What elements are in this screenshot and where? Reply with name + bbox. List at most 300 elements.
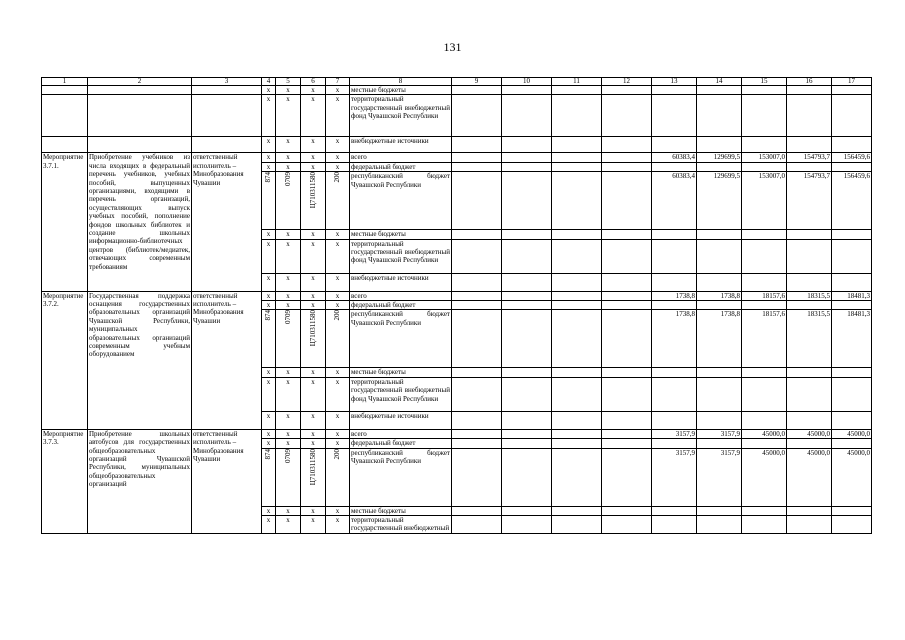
empty-cell — [552, 368, 602, 377]
x-cell: x — [301, 95, 326, 137]
x-cell: x — [276, 377, 301, 411]
event-responsible: ответственный исполнитель – Минобразования Чувашии — [192, 429, 262, 533]
x-cell: x — [276, 439, 301, 448]
x-cell: x — [301, 239, 326, 273]
empty-cell — [552, 411, 602, 429]
value-cell: 1738,8 — [697, 310, 742, 368]
empty-cell — [652, 95, 697, 137]
empty-cell — [502, 506, 552, 515]
x-cell: x — [262, 230, 276, 239]
source-label: федеральный бюджет — [350, 162, 452, 171]
value-cell — [742, 516, 787, 534]
source-label: территориальный государственный внебюджетный — [350, 516, 452, 534]
value-cell — [742, 411, 787, 429]
empty-cell — [832, 95, 872, 137]
empty-cell — [552, 516, 602, 534]
x-cell: x — [301, 516, 326, 534]
event-name: Приобретение учебников из числа входящих в федеральный перечень учебников, учебных пособий, выпущенных организациями, входящими в перечень организаций, осуществляющих выпуск учебных пособий, пополнение фондов школьных библиотек и создание школьных информационно-библиотечных центров (библиотек/медиатек, отвечающих современным требованиям — [88, 153, 192, 291]
value-cell — [697, 162, 742, 171]
empty-cell — [452, 291, 502, 300]
table-row — [42, 137, 872, 153]
source-label: всего — [350, 153, 452, 162]
x-cell: x — [326, 429, 350, 438]
value-cell — [652, 162, 697, 171]
x-cell: x — [262, 368, 276, 377]
empty-cell — [602, 448, 652, 506]
x-cell: x — [276, 516, 301, 534]
budget-code-cell — [262, 172, 276, 230]
col-header: 15 — [742, 78, 787, 86]
budget-code: 0709 — [283, 310, 292, 325]
x-cell: x — [262, 137, 276, 153]
empty-cell — [502, 301, 552, 310]
empty-cell — [602, 506, 652, 515]
x-cell: x — [276, 137, 301, 153]
x-cell: x — [326, 516, 350, 534]
value-cell — [742, 162, 787, 171]
x-cell: x — [326, 86, 350, 95]
x-cell: x — [262, 86, 276, 95]
empty-cell — [502, 411, 552, 429]
x-cell: x — [276, 95, 301, 137]
empty-cell — [697, 137, 742, 153]
table-row — [42, 86, 872, 95]
source-label: республиканский бюджет Чувашской Республики — [350, 310, 452, 368]
source-label: федеральный бюджет — [350, 301, 452, 310]
value-cell — [652, 377, 697, 411]
x-cell: x — [262, 439, 276, 448]
empty-cell — [832, 137, 872, 153]
value-cell — [652, 301, 697, 310]
value-cell — [697, 377, 742, 411]
empty-cell — [452, 506, 502, 515]
col-header: 1 — [42, 78, 88, 86]
empty-cell — [192, 137, 262, 153]
value-cell — [652, 411, 697, 429]
source-label: внебюджетные источники — [350, 411, 452, 429]
x-cell: x — [326, 301, 350, 310]
empty-cell — [552, 95, 602, 137]
col-header: 12 — [602, 78, 652, 86]
budget-code-cell — [262, 448, 276, 506]
empty-cell — [652, 137, 697, 153]
x-cell: x — [301, 162, 326, 171]
x-cell: x — [262, 377, 276, 411]
value-cell — [652, 239, 697, 273]
budget-code: 200 — [333, 310, 341, 321]
value-cell — [652, 506, 697, 515]
budget-code-cell — [262, 310, 276, 368]
empty-cell — [502, 239, 552, 273]
budget-code: Ц710311580 — [308, 310, 317, 347]
budget-code-cell — [276, 172, 301, 230]
source-label: всего — [350, 429, 452, 438]
value-cell — [832, 273, 872, 291]
budget-code-cell — [326, 448, 350, 506]
value-cell — [742, 439, 787, 448]
value-cell — [832, 368, 872, 377]
value-cell — [697, 239, 742, 273]
empty-cell — [452, 310, 502, 368]
x-cell: x — [301, 153, 326, 162]
empty-cell — [88, 86, 192, 95]
value-cell: 154793,7 — [787, 172, 832, 230]
empty-cell — [602, 368, 652, 377]
empty-cell — [552, 439, 602, 448]
source-label: местные бюджеты — [350, 86, 452, 95]
value-cell — [697, 368, 742, 377]
empty-cell — [502, 153, 552, 162]
empty-cell — [452, 439, 502, 448]
col-header: 11 — [552, 78, 602, 86]
budget-code-cell — [326, 172, 350, 230]
empty-cell — [602, 230, 652, 239]
table-row — [42, 429, 872, 438]
empty-cell — [502, 429, 552, 438]
empty-cell — [602, 153, 652, 162]
x-cell: x — [276, 506, 301, 515]
value-cell: 156459,6 — [832, 153, 872, 162]
source-label: республиканский бюджет Чувашской Республики — [350, 448, 452, 506]
empty-cell — [192, 86, 262, 95]
empty-cell — [452, 516, 502, 534]
value-cell — [742, 239, 787, 273]
x-cell: x — [301, 506, 326, 515]
table-row — [42, 291, 872, 300]
empty-cell — [602, 273, 652, 291]
value-cell — [652, 439, 697, 448]
x-cell: x — [262, 291, 276, 300]
empty-cell — [602, 516, 652, 534]
empty-cell — [552, 377, 602, 411]
value-cell: 3157,9 — [697, 448, 742, 506]
value-cell: 45000,0 — [787, 429, 832, 438]
x-cell: x — [276, 162, 301, 171]
budget-table — [41, 77, 872, 534]
x-cell: x — [276, 368, 301, 377]
x-cell: x — [262, 273, 276, 291]
source-label: территориальный государственный внебюджетный фонд Чувашской Республики — [350, 377, 452, 411]
col-header: 7 — [326, 78, 350, 86]
x-cell: x — [262, 411, 276, 429]
value-cell: 1738,8 — [697, 291, 742, 300]
empty-cell — [552, 291, 602, 300]
x-cell: x — [326, 411, 350, 429]
value-cell: 18157,6 — [742, 310, 787, 368]
empty-cell — [502, 291, 552, 300]
empty-cell — [452, 230, 502, 239]
empty-cell — [552, 153, 602, 162]
x-cell: x — [301, 86, 326, 95]
budget-code-cell — [326, 310, 350, 368]
budget-code-cell — [276, 310, 301, 368]
value-cell: 1738,8 — [652, 291, 697, 300]
col-header: 16 — [787, 78, 832, 86]
x-cell: x — [326, 506, 350, 515]
event-name: Приобретение школьных автобусов для государственных общеобразовательных организаций Чувашской Республики, муниципальных общеобразовательных организаций — [88, 429, 192, 533]
x-cell: x — [326, 368, 350, 377]
empty-cell — [552, 429, 602, 438]
value-cell: 45000,0 — [742, 429, 787, 438]
col-header: 9 — [452, 78, 502, 86]
x-cell: x — [262, 95, 276, 137]
empty-cell — [787, 86, 832, 95]
value-cell — [787, 273, 832, 291]
value-cell: 45000,0 — [832, 448, 872, 506]
empty-cell — [502, 448, 552, 506]
source-label: внебюджетные источники — [350, 137, 452, 153]
value-cell — [742, 506, 787, 515]
empty-cell — [697, 86, 742, 95]
empty-cell — [452, 411, 502, 429]
x-cell: x — [262, 162, 276, 171]
value-cell — [832, 301, 872, 310]
empty-cell — [452, 86, 502, 95]
x-cell: x — [276, 429, 301, 438]
value-cell — [832, 439, 872, 448]
source-label: местные бюджеты — [350, 506, 452, 515]
x-cell: x — [326, 95, 350, 137]
event-responsible: ответственный исполнитель – Минобразования Чувашии — [192, 291, 262, 429]
value-cell — [697, 506, 742, 515]
x-cell: x — [262, 429, 276, 438]
value-cell — [832, 230, 872, 239]
value-cell — [697, 516, 742, 534]
empty-cell — [452, 301, 502, 310]
empty-cell — [42, 137, 88, 153]
empty-cell — [452, 172, 502, 230]
empty-cell — [552, 301, 602, 310]
empty-cell — [602, 439, 652, 448]
value-cell: 45000,0 — [832, 429, 872, 438]
empty-cell — [652, 86, 697, 95]
event-code: Мероприятие 3.7.3. — [42, 429, 88, 533]
empty-cell — [602, 301, 652, 310]
budget-code: Ц710311580 — [308, 172, 317, 209]
empty-cell — [552, 137, 602, 153]
empty-cell — [502, 172, 552, 230]
col-header: 5 — [276, 78, 301, 86]
empty-cell — [552, 230, 602, 239]
empty-cell — [42, 86, 88, 95]
col-header: 17 — [832, 78, 872, 86]
value-cell — [787, 516, 832, 534]
col-header: 2 — [88, 78, 192, 86]
empty-cell — [452, 429, 502, 438]
col-header: 4 — [262, 78, 276, 86]
empty-cell — [502, 516, 552, 534]
event-code: Мероприятие 3.7.2. — [42, 291, 88, 429]
value-cell — [742, 230, 787, 239]
value-cell — [787, 230, 832, 239]
value-cell — [787, 506, 832, 515]
empty-cell — [88, 95, 192, 137]
budget-code: 0709 — [283, 172, 292, 187]
x-cell: x — [262, 153, 276, 162]
value-cell: 154793,7 — [787, 153, 832, 162]
empty-cell — [502, 86, 552, 95]
empty-cell — [502, 273, 552, 291]
x-cell: x — [262, 516, 276, 534]
empty-cell — [452, 377, 502, 411]
empty-cell — [192, 95, 262, 137]
col-header: 6 — [301, 78, 326, 86]
empty-cell — [552, 239, 602, 273]
value-cell: 18315,5 — [787, 310, 832, 368]
empty-cell — [552, 273, 602, 291]
x-cell: x — [276, 239, 301, 273]
value-cell — [652, 368, 697, 377]
source-label: федеральный бюджет — [350, 439, 452, 448]
x-cell: x — [301, 429, 326, 438]
value-cell: 3157,9 — [697, 429, 742, 438]
source-label: всего — [350, 291, 452, 300]
empty-cell — [502, 137, 552, 153]
x-cell: x — [326, 377, 350, 411]
source-label: внебюджетные источники — [350, 273, 452, 291]
empty-cell — [502, 310, 552, 368]
empty-cell — [42, 95, 88, 137]
budget-code-cell — [301, 172, 326, 230]
budget-code-cell — [276, 448, 301, 506]
x-cell: x — [276, 301, 301, 310]
source-label: местные бюджеты — [350, 230, 452, 239]
empty-cell — [602, 377, 652, 411]
col-header: 10 — [502, 78, 552, 86]
empty-cell — [602, 172, 652, 230]
empty-cell — [602, 291, 652, 300]
value-cell — [697, 301, 742, 310]
page-number: 131 — [443, 40, 462, 54]
empty-cell — [602, 310, 652, 368]
event-code: Мероприятие 3.7.1. — [42, 153, 88, 291]
value-cell — [742, 301, 787, 310]
value-cell: 60383,4 — [652, 172, 697, 230]
value-cell — [832, 239, 872, 273]
x-cell: x — [326, 162, 350, 171]
empty-cell — [602, 429, 652, 438]
budget-code: 874 — [264, 310, 272, 321]
value-cell — [787, 368, 832, 377]
x-cell: x — [301, 137, 326, 153]
empty-cell — [452, 137, 502, 153]
value-cell — [697, 273, 742, 291]
col-header: 14 — [697, 78, 742, 86]
empty-cell — [602, 411, 652, 429]
empty-cell — [602, 137, 652, 153]
x-cell: x — [301, 439, 326, 448]
empty-cell — [552, 162, 602, 171]
x-cell: x — [326, 230, 350, 239]
table-row — [42, 95, 872, 137]
value-cell: 153007,0 — [742, 172, 787, 230]
empty-cell — [502, 368, 552, 377]
empty-cell — [452, 368, 502, 377]
x-cell: x — [276, 86, 301, 95]
empty-cell — [742, 95, 787, 137]
value-cell: 1738,8 — [652, 310, 697, 368]
value-cell — [652, 516, 697, 534]
budget-code-cell — [301, 448, 326, 506]
value-cell — [742, 377, 787, 411]
x-cell: x — [276, 291, 301, 300]
budget-code-cell — [301, 310, 326, 368]
value-cell: 18157,6 — [742, 291, 787, 300]
x-cell: x — [326, 439, 350, 448]
budget-code: 200 — [333, 448, 341, 460]
empty-cell — [602, 86, 652, 95]
x-cell: x — [326, 137, 350, 153]
value-cell: 129699,5 — [697, 153, 742, 162]
value-cell: 18481,3 — [832, 291, 872, 300]
col-header: 8 — [350, 78, 452, 86]
value-cell: 153007,0 — [742, 153, 787, 162]
empty-cell — [602, 162, 652, 171]
empty-cell — [502, 162, 552, 171]
value-cell — [742, 368, 787, 377]
empty-cell — [742, 86, 787, 95]
empty-cell — [452, 95, 502, 137]
event-name: Государственная поддержка оснащения государственных образовательных организаций Чувашской Республики, муниципальных образовательных организаций современным учебным оборудованием — [88, 291, 192, 429]
empty-cell — [452, 448, 502, 506]
budget-code: Ц710311580 — [308, 448, 317, 485]
value-cell — [787, 439, 832, 448]
x-cell: x — [301, 368, 326, 377]
value-cell — [787, 162, 832, 171]
x-cell: x — [301, 291, 326, 300]
value-cell — [697, 230, 742, 239]
x-cell: x — [262, 301, 276, 310]
value-cell: 45000,0 — [742, 448, 787, 506]
empty-cell — [502, 95, 552, 137]
x-cell: x — [276, 411, 301, 429]
value-cell — [787, 239, 832, 273]
value-cell: 18481,3 — [832, 310, 872, 368]
empty-cell — [697, 95, 742, 137]
empty-cell — [452, 153, 502, 162]
value-cell — [652, 273, 697, 291]
value-cell — [787, 301, 832, 310]
empty-cell — [552, 86, 602, 95]
value-cell: 129699,5 — [697, 172, 742, 230]
header-row — [42, 78, 872, 86]
empty-cell — [502, 377, 552, 411]
source-label: территориальный государственный внебюджетный фонд Чувашской Республики — [350, 239, 452, 273]
col-header: 3 — [192, 78, 262, 86]
x-cell: x — [262, 506, 276, 515]
col-header: 13 — [652, 78, 697, 86]
x-cell: x — [262, 239, 276, 273]
x-cell: x — [301, 377, 326, 411]
x-cell: x — [301, 230, 326, 239]
table-row — [42, 153, 872, 162]
empty-cell — [452, 162, 502, 171]
x-cell: x — [276, 273, 301, 291]
empty-cell — [502, 439, 552, 448]
empty-cell — [832, 86, 872, 95]
value-cell: 3157,9 — [652, 448, 697, 506]
value-cell — [832, 411, 872, 429]
empty-cell — [502, 230, 552, 239]
value-cell — [787, 411, 832, 429]
budget-code: 874 — [264, 172, 272, 183]
x-cell: x — [326, 239, 350, 273]
empty-cell — [552, 172, 602, 230]
budget-code: 874 — [264, 448, 272, 460]
empty-cell — [88, 137, 192, 153]
empty-cell — [742, 137, 787, 153]
x-cell: x — [276, 230, 301, 239]
